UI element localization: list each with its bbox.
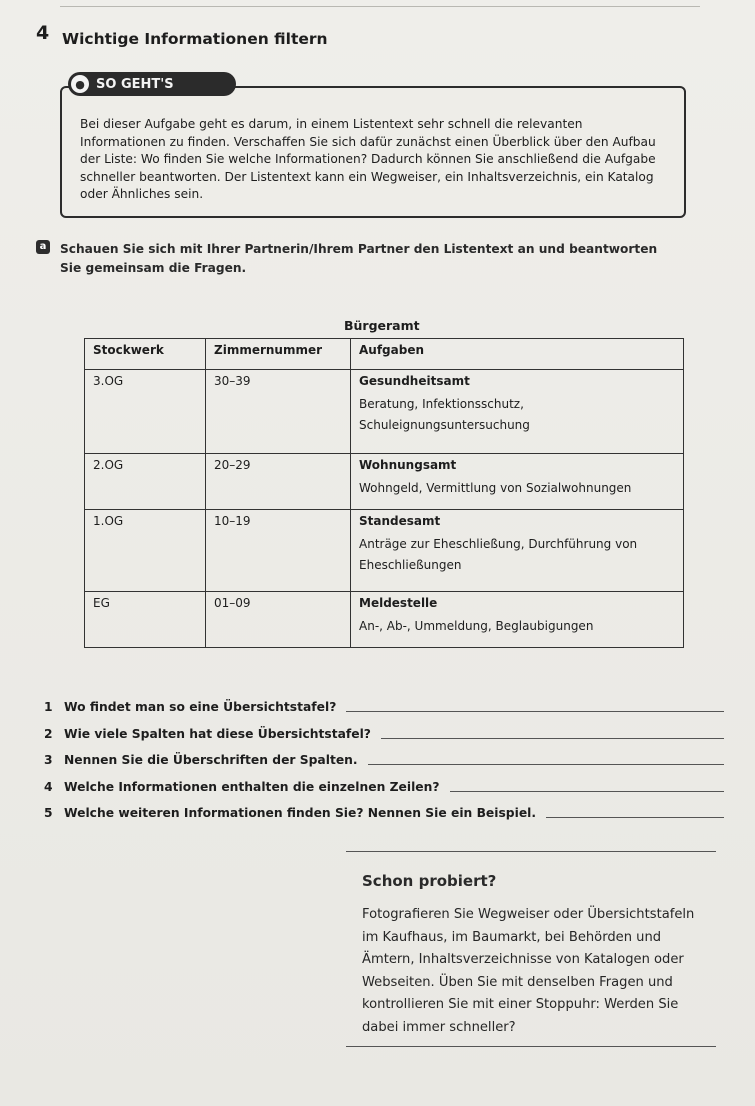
question-text: Welche Informationen enthalten die einzelnen Zeilen?: [64, 780, 440, 794]
rooms-cell: 10–19: [206, 510, 351, 592]
question-text: Wie viele Spalten hat diese Übersichtstafel?: [64, 727, 371, 741]
tip-title: Schon probiert?: [362, 872, 497, 890]
answer-line[interactable]: [381, 727, 724, 739]
table-row: [85, 370, 684, 454]
answer-line[interactable]: [450, 780, 724, 792]
question-item: [44, 700, 724, 714]
exercise-title: Wichtige Informationen filtern: [62, 30, 328, 48]
department-duties: An-, Ab-, Ummeldung, Beglaubigungen: [359, 619, 594, 633]
so-gehts-badge: [68, 72, 236, 96]
duties-cell: [351, 454, 684, 510]
rooms-cell: 30–39: [206, 370, 351, 454]
header-zimmernummer: Zimmernummer: [206, 339, 351, 370]
answer-line[interactable]: [346, 700, 724, 712]
task-a-instruction: Schauen Sie sich mit Ihrer Partnerin/Ihrem Partner den Listentext an und beantworten Sie gemeinsam die Fragen.: [60, 242, 658, 275]
question-number: 3: [44, 753, 53, 767]
table-row: [85, 454, 684, 510]
question-text: Welche weiteren Informationen finden Sie? Nennen Sie ein Beispiel.: [64, 806, 537, 820]
question-number: 1: [44, 700, 53, 714]
answer-line[interactable]: [546, 806, 724, 818]
floor-cell: 2.OG: [85, 454, 206, 510]
tip-top-rule: [346, 851, 716, 852]
department-duties: Wohngeld, Vermittlung von Sozialwohnungen: [359, 481, 632, 495]
lightbulb-icon: ●: [71, 75, 89, 93]
header-stockwerk: Stockwerk: [85, 339, 206, 370]
department-name: Meldestelle: [359, 596, 438, 610]
table-row: [85, 592, 684, 648]
department-name: Wohnungsamt: [359, 458, 457, 472]
exercise-number: 4: [36, 22, 50, 44]
floor-cell: 1.OG: [85, 510, 206, 592]
department-duties: Beratung, Infektionsschutz, Schuleignungsuntersuchung: [359, 397, 530, 432]
question-text: Nennen Sie die Überschriften der Spalten.: [64, 753, 358, 767]
top-rule: [60, 6, 700, 7]
tip-text: Fotografieren Sie Wegweiser oder Übersichtstafeln im Kaufhaus, im Baumarkt, bei Behörden und Ämtern, Inhaltsverzeichnisse von Katalogen oder Webseiten. Üben Sie mit denselben Fragen und kontrollieren Sie mit einer Stoppuhr: Werden Sie dabei immer schneller?: [362, 907, 695, 1035]
duties-cell: [351, 510, 684, 592]
question-text: Wo findet man so eine Übersichtstafel?: [64, 700, 337, 714]
department-name: Standesamt: [359, 514, 441, 528]
table-header-row: [85, 339, 684, 370]
floor-cell: 3.OG: [85, 370, 206, 454]
table-row: [85, 510, 684, 592]
header-aufgaben: Aufgaben: [351, 339, 684, 370]
question-number: 5: [44, 806, 53, 820]
duties-cell: [351, 592, 684, 648]
question-item: [44, 753, 724, 767]
task-a-marker: a: [36, 240, 50, 254]
tip-bottom-rule: [346, 1046, 716, 1047]
so-gehts-text: Bei dieser Aufgabe geht es darum, in einem Listentext sehr schnell die relevanten Informationen zu finden. Verschaffen Sie sich dafür zunächst einen Überblick über den Aufbau der Liste: Wo finden Sie welche Informationen? Dadurch können Sie anschließend die Aufgabe schneller beantworten. Der Listentext kann ein Wegweiser, ein Inhaltsverzeichnis, ein Katalog oder Ähnliches sein.: [80, 117, 656, 202]
question-number: 4: [44, 780, 53, 794]
question-item: [44, 806, 724, 820]
question-number: 2: [44, 727, 53, 741]
rooms-cell: 20–29: [206, 454, 351, 510]
duties-cell: [351, 370, 684, 454]
question-item: [44, 780, 724, 794]
rooms-cell: 01–09: [206, 592, 351, 648]
directory-table: [84, 338, 684, 648]
table-title: Bürgeramt: [344, 318, 420, 333]
department-name: Gesundheitsamt: [359, 374, 470, 388]
answer-line[interactable]: [368, 753, 724, 765]
department-duties: Anträge zur Eheschließung, Durchführung von Eheschließungen: [359, 537, 638, 572]
question-item: [44, 727, 724, 741]
badge-label: SO GEHT'S: [96, 76, 174, 92]
floor-cell: EG: [85, 592, 206, 648]
